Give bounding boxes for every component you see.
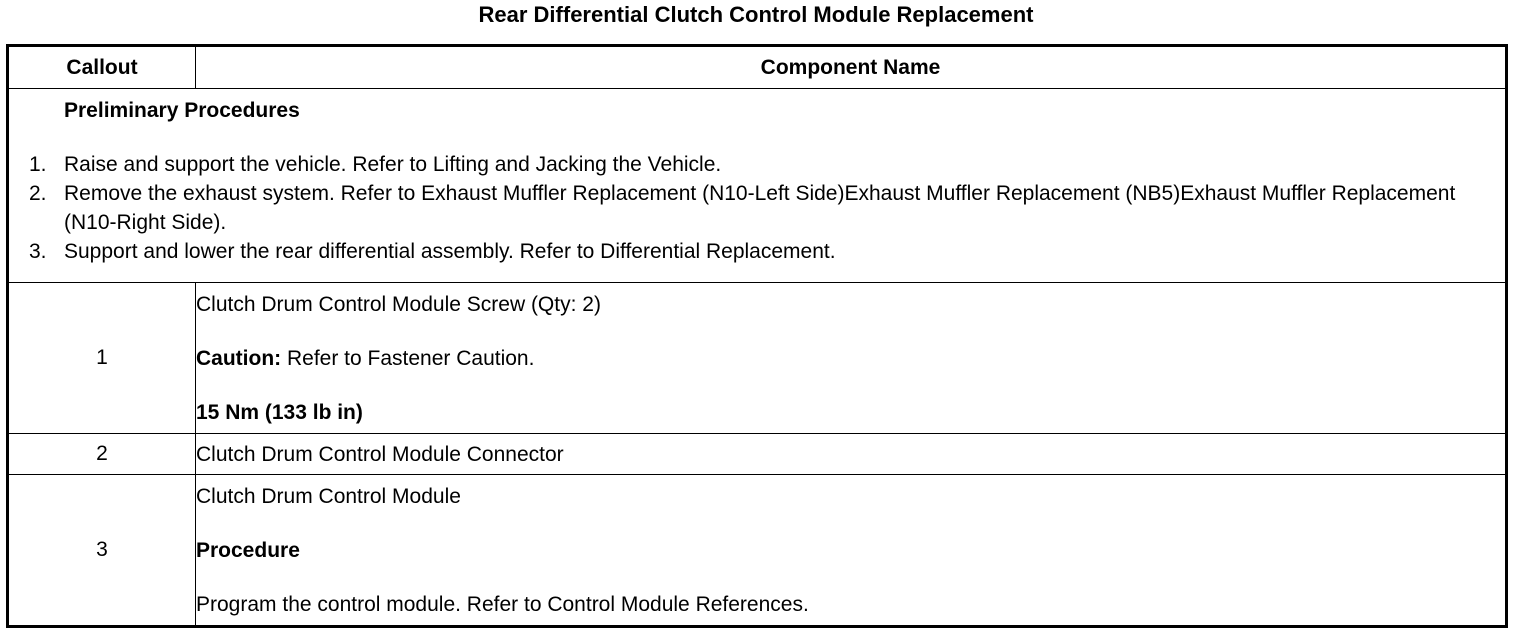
caution-text: Refer to Fastener Caution. bbox=[281, 346, 535, 370]
callout-number: 2 bbox=[8, 434, 196, 475]
preliminary-procedures-title: Preliminary Procedures bbox=[64, 99, 300, 122]
step-text: Support and lower the rear differential assembly. Refer to Differential Replacement. bbox=[64, 240, 836, 263]
procedure-label: Procedure bbox=[196, 538, 300, 562]
caution-label: Caution: bbox=[196, 346, 282, 370]
callout-table bbox=[6, 44, 1508, 628]
header-component-name: Component Name bbox=[196, 46, 1507, 89]
procedure-heading bbox=[196, 537, 1505, 564]
procedure-text: Program the control module. Refer to Control Module References. bbox=[196, 592, 809, 616]
document-title: Rear Differential Clutch Control Module Replacement bbox=[478, 2, 1034, 27]
list-item bbox=[29, 237, 1485, 266]
component-name: Clutch Drum Control Module Connector bbox=[196, 442, 564, 466]
step-number: 1. bbox=[29, 153, 47, 176]
callout-number: 1 bbox=[8, 283, 196, 434]
component-cell bbox=[196, 475, 1507, 627]
step-text: Remove the exhaust system. Refer to Exhaust Muffler Replacement (N10-Left Side)Exhaust Muffler Replacement (NB5)Exhaust Muffler Replacement (N10-Right Side). bbox=[64, 182, 1456, 234]
preliminary-steps-list bbox=[29, 150, 1485, 266]
list-item bbox=[29, 179, 1485, 237]
component-name: Clutch Drum Control Module bbox=[196, 484, 461, 508]
preliminary-procedures-cell bbox=[8, 89, 1507, 283]
table-header-row bbox=[8, 46, 1507, 89]
component-cell bbox=[196, 283, 1507, 434]
step-number: 2. bbox=[29, 182, 47, 205]
torque-spec bbox=[196, 399, 1505, 426]
component-name: Clutch Drum Control Module Screw (Qty: 2) bbox=[196, 292, 601, 316]
callout-number: 3 bbox=[8, 475, 196, 627]
table-row bbox=[8, 475, 1507, 627]
step-text: Raise and support the vehicle. Refer to Lifting and Jacking the Vehicle. bbox=[64, 153, 722, 176]
preliminary-procedures-row bbox=[8, 89, 1507, 283]
torque-value: 15 Nm (133 lb in) bbox=[196, 400, 363, 424]
table-row bbox=[8, 283, 1507, 434]
header-callout: Callout bbox=[8, 46, 196, 89]
caution-note bbox=[196, 345, 1505, 372]
list-item bbox=[29, 150, 1485, 179]
table-row bbox=[8, 434, 1507, 475]
step-number: 3. bbox=[29, 240, 47, 263]
component-cell bbox=[196, 434, 1507, 475]
